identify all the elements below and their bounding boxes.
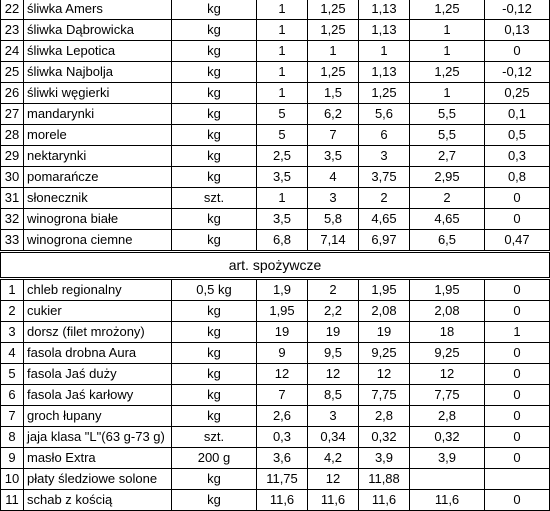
row-number: 9 <box>1 448 24 469</box>
price-change: 0 <box>485 343 550 364</box>
price-avg: 1,13 <box>359 62 410 83</box>
price-change: 0 <box>485 448 550 469</box>
price-change <box>485 469 550 490</box>
price-min: 3,5 <box>257 167 308 188</box>
price-prev: 6,5 <box>410 230 485 252</box>
product-name: śliwka Lepotica <box>24 41 172 62</box>
row-number: 6 <box>1 385 24 406</box>
price-max: 1,25 <box>308 62 359 83</box>
price-change: 0,8 <box>485 167 550 188</box>
price-prev: 9,25 <box>410 343 485 364</box>
product-name: jaja klasa "L"(63 g-73 g) <box>24 427 172 448</box>
price-max: 1,25 <box>308 20 359 41</box>
price-max: 19 <box>308 322 359 343</box>
unit-cell: 0,5 kg <box>172 279 257 301</box>
price-avg: 3,9 <box>359 448 410 469</box>
table-row <box>1 301 550 322</box>
row-number: 26 <box>1 83 24 104</box>
price-max: 6,2 <box>308 104 359 125</box>
product-name: śliwka Amers <box>24 0 172 20</box>
price-min: 19 <box>257 322 308 343</box>
row-number: 5 <box>1 364 24 385</box>
price-avg: 9,25 <box>359 343 410 364</box>
unit-cell: kg <box>172 209 257 230</box>
row-number: 27 <box>1 104 24 125</box>
price-prev: 2,7 <box>410 146 485 167</box>
unit-cell: kg <box>172 125 257 146</box>
product-name: słonecznik <box>24 188 172 209</box>
price-prev: 1 <box>410 20 485 41</box>
row-number: 32 <box>1 209 24 230</box>
table-row <box>1 146 550 167</box>
price-avg: 3 <box>359 146 410 167</box>
unit-cell: kg <box>172 322 257 343</box>
price-prev: 2,08 <box>410 301 485 322</box>
price-prev: 7,75 <box>410 385 485 406</box>
row-number: 8 <box>1 427 24 448</box>
price-change: -0,12 <box>485 62 550 83</box>
price-change: 0 <box>485 385 550 406</box>
price-prev: 4,65 <box>410 209 485 230</box>
product-name: płaty śledziowe solone <box>24 469 172 490</box>
price-avg: 4,65 <box>359 209 410 230</box>
price-prev: 1 <box>410 41 485 62</box>
unit-cell: kg <box>172 83 257 104</box>
price-min: 1 <box>257 41 308 62</box>
price-avg: 11,88 <box>359 469 410 490</box>
product-name: śliwki węgierki <box>24 83 172 104</box>
price-min: 11,6 <box>257 490 308 511</box>
table-row <box>1 209 550 230</box>
row-number: 22 <box>1 0 24 20</box>
section-title: art. spożywcze <box>1 252 550 279</box>
price-avg: 2,8 <box>359 406 410 427</box>
product-name: winogrona białe <box>24 209 172 230</box>
unit-cell: kg <box>172 0 257 20</box>
unit-cell: kg <box>172 62 257 83</box>
price-min: 1,9 <box>257 279 308 301</box>
table-row <box>1 62 550 83</box>
unit-cell: szt. <box>172 427 257 448</box>
price-min: 3,6 <box>257 448 308 469</box>
table-row <box>1 490 550 511</box>
price-avg: 3,75 <box>359 167 410 188</box>
price-prev: 1,25 <box>410 62 485 83</box>
price-max: 1,25 <box>308 0 359 20</box>
table-row <box>1 406 550 427</box>
price-change: 0 <box>485 209 550 230</box>
product-name: winogrona ciemne <box>24 230 172 252</box>
price-prev <box>410 469 485 490</box>
price-min: 1 <box>257 188 308 209</box>
price-avg: 2,08 <box>359 301 410 322</box>
price-min: 1 <box>257 83 308 104</box>
price-max: 12 <box>308 364 359 385</box>
row-number: 10 <box>1 469 24 490</box>
price-min: 3,5 <box>257 209 308 230</box>
section-food-body <box>1 279 550 511</box>
product-name: fasola drobna Aura <box>24 343 172 364</box>
product-name: śliwka Dąbrowicka <box>24 20 172 41</box>
unit-cell: kg <box>172 230 257 252</box>
table-row <box>1 167 550 188</box>
price-change: 0,3 <box>485 146 550 167</box>
price-avg: 1,25 <box>359 83 410 104</box>
price-max: 3,5 <box>308 146 359 167</box>
table-row <box>1 83 550 104</box>
row-number: 25 <box>1 62 24 83</box>
price-max: 3 <box>308 406 359 427</box>
price-change: 0,47 <box>485 230 550 252</box>
table-row <box>1 104 550 125</box>
price-prev: 1,95 <box>410 279 485 301</box>
price-min: 12 <box>257 364 308 385</box>
product-name: fasola Jaś duży <box>24 364 172 385</box>
price-min: 6,8 <box>257 230 308 252</box>
price-prev: 2,8 <box>410 406 485 427</box>
unit-cell: kg <box>172 385 257 406</box>
price-max: 2 <box>308 279 359 301</box>
price-prev: 1,25 <box>410 0 485 20</box>
price-max: 12 <box>308 469 359 490</box>
product-name: fasola Jaś karłowy <box>24 385 172 406</box>
row-number: 24 <box>1 41 24 62</box>
price-prev: 2,95 <box>410 167 485 188</box>
price-prev: 18 <box>410 322 485 343</box>
unit-cell: kg <box>172 301 257 322</box>
price-avg: 11,6 <box>359 490 410 511</box>
price-avg: 19 <box>359 322 410 343</box>
table-row <box>1 279 550 301</box>
price-change: 0 <box>485 490 550 511</box>
row-number: 4 <box>1 343 24 364</box>
price-change: 0 <box>485 188 550 209</box>
row-number: 30 <box>1 167 24 188</box>
unit-cell: kg <box>172 41 257 62</box>
price-change: -0,12 <box>485 0 550 20</box>
row-number: 11 <box>1 490 24 511</box>
price-avg: 2 <box>359 188 410 209</box>
section-fruits-body <box>1 0 550 252</box>
price-prev: 11,6 <box>410 490 485 511</box>
unit-cell: kg <box>172 469 257 490</box>
row-number: 1 <box>1 279 24 301</box>
price-avg: 5,6 <box>359 104 410 125</box>
table-row <box>1 469 550 490</box>
price-change: 0,5 <box>485 125 550 146</box>
price-prev: 3,9 <box>410 448 485 469</box>
price-change: 0 <box>485 406 550 427</box>
price-prev: 2 <box>410 188 485 209</box>
price-max: 7,14 <box>308 230 359 252</box>
price-prev: 12 <box>410 364 485 385</box>
price-max: 1,5 <box>308 83 359 104</box>
price-avg: 12 <box>359 364 410 385</box>
price-min: 1 <box>257 20 308 41</box>
product-name: groch łupany <box>24 406 172 427</box>
price-change: 0 <box>485 301 550 322</box>
table-row <box>1 448 550 469</box>
unit-cell: kg <box>172 20 257 41</box>
price-max: 2,2 <box>308 301 359 322</box>
price-min: 5 <box>257 125 308 146</box>
price-max: 11,6 <box>308 490 359 511</box>
price-change: 0,25 <box>485 83 550 104</box>
price-avg: 1,95 <box>359 279 410 301</box>
price-avg: 0,32 <box>359 427 410 448</box>
price-min: 1 <box>257 62 308 83</box>
price-change: 0 <box>485 41 550 62</box>
product-name: śliwka Najbolja <box>24 62 172 83</box>
price-min: 1,95 <box>257 301 308 322</box>
product-name: mandarynki <box>24 104 172 125</box>
row-number: 3 <box>1 322 24 343</box>
price-max: 1 <box>308 41 359 62</box>
table-row <box>1 364 550 385</box>
product-name: schab z kością <box>24 490 172 511</box>
row-number: 7 <box>1 406 24 427</box>
unit-cell: kg <box>172 167 257 188</box>
price-min: 1 <box>257 0 308 20</box>
product-name: pomarańcze <box>24 167 172 188</box>
row-number: 33 <box>1 230 24 252</box>
price-change: 1 <box>485 322 550 343</box>
table-row <box>1 0 550 20</box>
table-row <box>1 343 550 364</box>
price-max: 3 <box>308 188 359 209</box>
price-change: 0,13 <box>485 20 550 41</box>
product-name: nektarynki <box>24 146 172 167</box>
price-prev: 0,32 <box>410 427 485 448</box>
section-header <box>1 252 550 279</box>
price-prev: 5,5 <box>410 104 485 125</box>
unit-cell: kg <box>172 406 257 427</box>
unit-cell: kg <box>172 146 257 167</box>
price-avg: 6,97 <box>359 230 410 252</box>
unit-cell: szt. <box>172 188 257 209</box>
price-avg: 6 <box>359 125 410 146</box>
price-prev: 5,5 <box>410 125 485 146</box>
price-min: 2,5 <box>257 146 308 167</box>
table-row <box>1 230 550 252</box>
table-row <box>1 188 550 209</box>
price-min: 2,6 <box>257 406 308 427</box>
price-change: 0 <box>485 427 550 448</box>
product-name: morele <box>24 125 172 146</box>
row-number: 29 <box>1 146 24 167</box>
price-min: 0,3 <box>257 427 308 448</box>
table-row <box>1 125 550 146</box>
price-max: 8,5 <box>308 385 359 406</box>
price-change: 0,1 <box>485 104 550 125</box>
price-max: 5,8 <box>308 209 359 230</box>
price-max: 0,34 <box>308 427 359 448</box>
price-avg: 1,13 <box>359 20 410 41</box>
price-change: 0 <box>485 279 550 301</box>
row-number: 2 <box>1 301 24 322</box>
section-header-row <box>1 252 550 279</box>
price-avg: 1,13 <box>359 0 410 20</box>
unit-cell: kg <box>172 490 257 511</box>
row-number: 31 <box>1 188 24 209</box>
price-max: 4,2 <box>308 448 359 469</box>
table-row <box>1 322 550 343</box>
product-name: chleb regionalny <box>24 279 172 301</box>
price-max: 4 <box>308 167 359 188</box>
unit-cell: kg <box>172 104 257 125</box>
price-max: 9,5 <box>308 343 359 364</box>
product-name: dorsz (filet mrożony) <box>24 322 172 343</box>
unit-cell: kg <box>172 364 257 385</box>
row-number: 23 <box>1 20 24 41</box>
price-avg: 7,75 <box>359 385 410 406</box>
price-prev: 1 <box>410 83 485 104</box>
price-avg: 1 <box>359 41 410 62</box>
price-min: 7 <box>257 385 308 406</box>
table-row <box>1 427 550 448</box>
row-number: 28 <box>1 125 24 146</box>
price-change: 0 <box>485 364 550 385</box>
unit-cell: kg <box>172 343 257 364</box>
table-row <box>1 20 550 41</box>
table-row <box>1 385 550 406</box>
product-name: masło Extra <box>24 448 172 469</box>
price-min: 9 <box>257 343 308 364</box>
price-max: 7 <box>308 125 359 146</box>
price-min: 11,75 <box>257 469 308 490</box>
price-min: 5 <box>257 104 308 125</box>
table-row <box>1 41 550 62</box>
product-name: cukier <box>24 301 172 322</box>
unit-cell: 200 g <box>172 448 257 469</box>
